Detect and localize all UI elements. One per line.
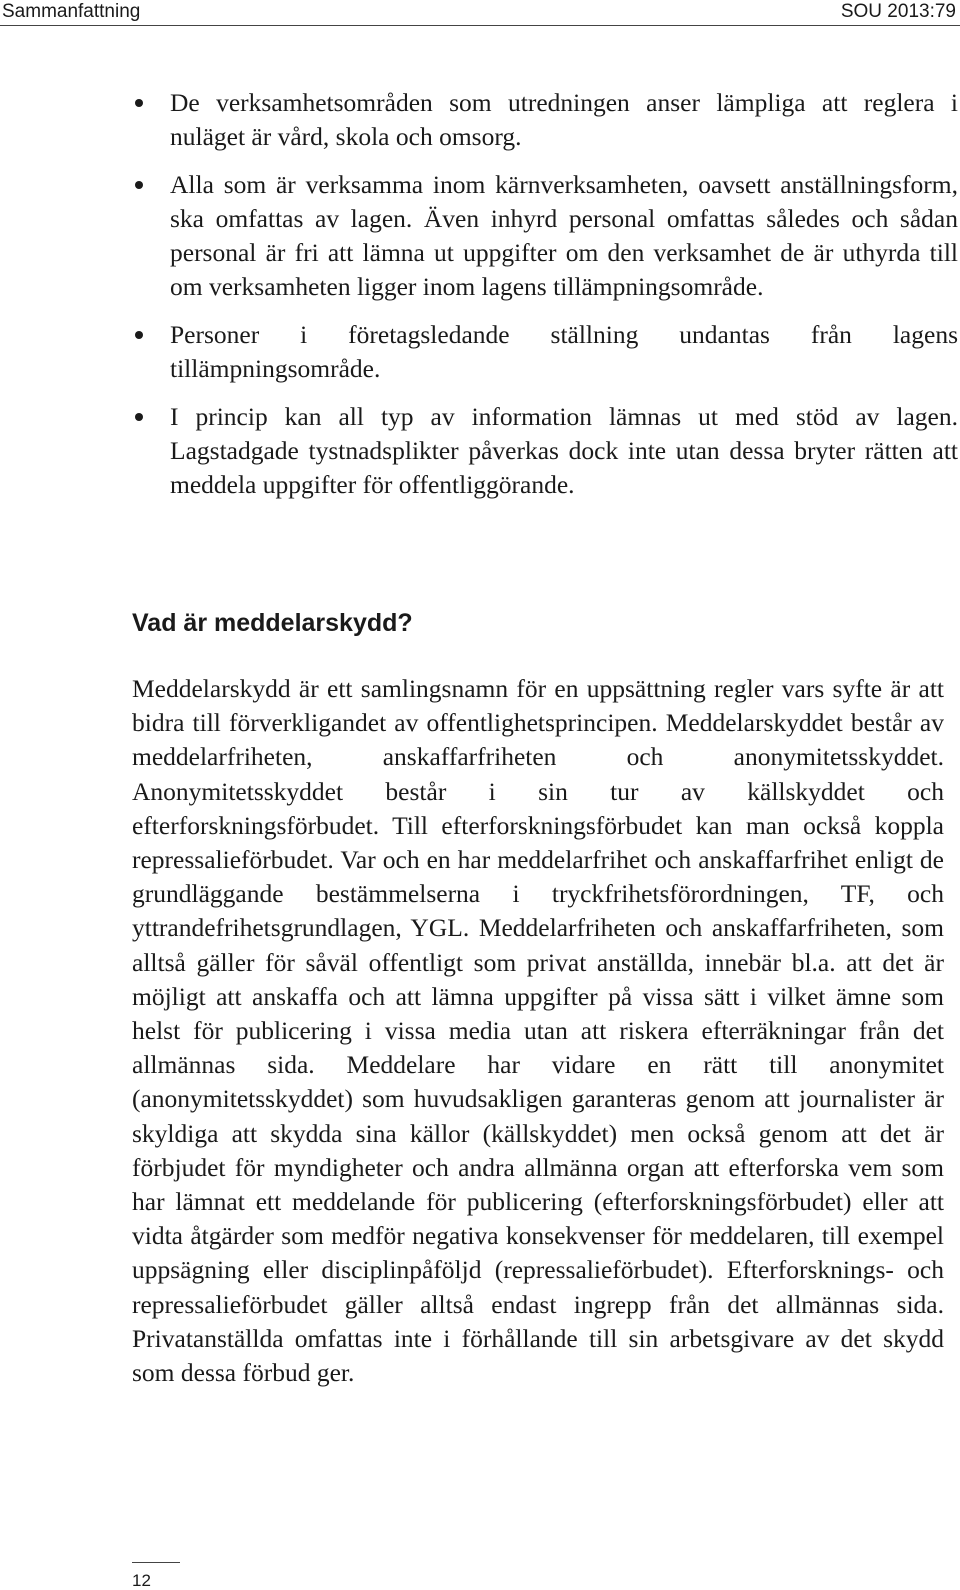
running-header bbox=[0, 0, 960, 24]
bullet-icon bbox=[135, 99, 143, 107]
list-item bbox=[0, 86, 960, 154]
bullet-text: Alla som är verksamma inom kärnverksamheten, oavsett anställningsform, ska omfattas av lagen. Även inhyrd personal omfattas således och sådan personal är fri att lämna ut uppgifter om den verksamhet de är uthyrda till om verksamheten ligger inom lagens tillämpningsområde. bbox=[170, 170, 958, 301]
bullet-icon bbox=[135, 413, 143, 421]
bullet-text: De verksamhetsområden som utredningen anser lämpliga att reglera i nuläget är vård, skola och omsorg. bbox=[170, 88, 958, 151]
list-item bbox=[0, 318, 960, 386]
page-number: 12 bbox=[132, 1571, 151, 1590]
header-rule bbox=[0, 25, 960, 26]
body-paragraph: Meddelarskydd är ett samlingsnamn för en uppsättning regler vars syfte är att bidra till förverkligandet av offentlighetsprincipen. Meddelarskyddet består av meddelarfriheten, anskaffarfriheten och anonymitetsskyddet. Anonymitetsskyddet består i sin tur av källskyddet och efterforskningsförbudet. Till efterforskningsförbudet kan man också koppla repressalieförbudet. Var och en har meddelarfrihet och anskaffarfrihet enligt de grundläggande bestämmelserna i tryckfrihetsförordningen, TF, och yttrandefrihetsgrundlagen, YGL. Meddelarfriheten och anskaffarfriheten, som alltså gäller för såväl offentligt som privat anställda, innebär bl.a. att det är möjligt att anskaffa och att lämna uppgifter på vissa sätt i vilket ämne som helst för publicering i vissa media utan att riskera efterräkningar från det allmännas sida. Meddelare har vidare en rätt till anonymitet (anonymitetsskyddet) som huvudsakligen garanteras genom att journalister är skyldiga att skydda sina källor (källskyddet) men också genom att det är förbjudet för myndigheter och andra allmänna organ att efterforska vem som har lämnat ett meddelande för publicering (efterforskningsförbudet) eller att vidta åtgärder som medför negativa konsekvenser för meddelaren, till exempel uppsägning eller disciplinpåföljd (repressalieförbudet). Efterforsknings- och repressalieförbudet gäller alltså endast ingrepp från det allmännas sida. Privatanställda omfattas inte i förhållande till sin arbetsgivare av det skydd som dessa förbud ger. bbox=[132, 674, 944, 1388]
header-section-title: Sammanfattning bbox=[2, 1, 141, 22]
bullet-text: I princip kan all typ av information lämnas ut med stöd av lagen. Lagstadgade tystnadsplikter påverkas dock inte utan dessa bryter rätten att meddela uppgifter för offentliggörande. bbox=[170, 402, 958, 499]
header-report-number: SOU 2013:79 bbox=[840, 1, 956, 22]
list-item bbox=[0, 168, 960, 304]
bullet-icon bbox=[135, 181, 143, 189]
section-heading: Vad är meddelarskydd? bbox=[132, 609, 413, 637]
bullet-text: Personer i företagsledande ställning undantas från lagens tillämpningsområde. bbox=[170, 320, 958, 383]
bullet-list bbox=[0, 86, 960, 516]
footer-rule bbox=[132, 1562, 180, 1563]
bullet-icon bbox=[135, 331, 143, 339]
list-item bbox=[0, 400, 960, 502]
